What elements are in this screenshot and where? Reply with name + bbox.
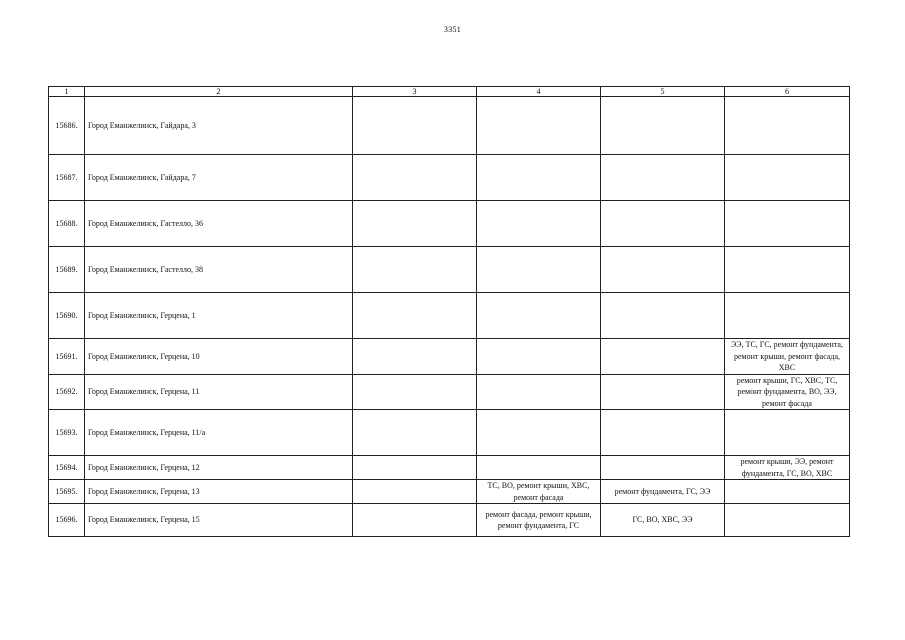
page-number: 3351: [443, 25, 462, 34]
address-cell: Город Еманжелинск, Гайдара, 7: [85, 155, 353, 201]
row-number-cell: 15696.: [49, 504, 85, 537]
column-3-cell: [353, 293, 477, 339]
table-row: [49, 339, 850, 375]
column-3-cell: [353, 97, 477, 155]
column-5-cell: ремонт фундамента, ГС, ЭЭ: [601, 480, 725, 504]
address-cell: Город Еманжелинск, Гастелло, 36: [85, 201, 353, 247]
column-6-cell: [725, 293, 850, 339]
column-header: 2: [85, 87, 353, 97]
table-row: [49, 97, 850, 155]
row-number-cell: 15687.: [49, 155, 85, 201]
column-3-cell: [353, 410, 477, 456]
address-cell: Город Еманжелинск, Герцена, 1: [85, 293, 353, 339]
table-row: [49, 293, 850, 339]
column-4-cell: [477, 97, 601, 155]
address-cell: Город Еманжелинск, Герцена, 11: [85, 374, 353, 410]
row-number-cell: 15689.: [49, 247, 85, 293]
column-5-cell: [601, 293, 725, 339]
column-6-cell: [725, 247, 850, 293]
column-4-cell: ТС, ВО, ремонт крыши, ХВС, ремонт фасада: [477, 480, 601, 504]
address-cell: Город Еманжелинск, Герцена, 13: [85, 480, 353, 504]
row-number-cell: 15688.: [49, 201, 85, 247]
column-5-cell: [601, 247, 725, 293]
column-4-cell: ремонт фасада, ремонт крыши, ремонт фундамента, ГС: [477, 504, 601, 537]
table-row: [49, 201, 850, 247]
column-6-cell: [725, 410, 850, 456]
column-header: 6: [725, 87, 850, 97]
column-3-cell: [353, 504, 477, 537]
table-row: [49, 410, 850, 456]
column-3-cell: [353, 247, 477, 293]
column-5-cell: [601, 456, 725, 480]
column-4-cell: [477, 201, 601, 247]
address-cell: Город Еманжелинск, Герцена, 10: [85, 339, 353, 375]
column-header: 1: [49, 87, 85, 97]
row-number-cell: 15693.: [49, 410, 85, 456]
table-row: [49, 480, 850, 504]
column-3-cell: [353, 456, 477, 480]
address-cell: Город Еманжелинск, Герцена, 15: [85, 504, 353, 537]
column-6-cell: [725, 480, 850, 504]
column-6-cell: [725, 504, 850, 537]
table-row: [49, 456, 850, 480]
column-3-cell: [353, 155, 477, 201]
row-number-cell: 15686.: [49, 97, 85, 155]
column-4-cell: [477, 374, 601, 410]
column-6-cell: [725, 155, 850, 201]
column-3-cell: [353, 374, 477, 410]
column-4-cell: [477, 155, 601, 201]
column-3-cell: [353, 339, 477, 375]
address-cell: Город Еманжелинск, Герцена, 12: [85, 456, 353, 480]
row-number-cell: 15694.: [49, 456, 85, 480]
row-number-cell: 15692.: [49, 374, 85, 410]
column-header: 5: [601, 87, 725, 97]
row-number-cell: 15690.: [49, 293, 85, 339]
table-row: [49, 247, 850, 293]
table-row: [49, 374, 850, 410]
address-cell: Город Еманжелинск, Герцена, 11/а: [85, 410, 353, 456]
column-4-cell: [477, 410, 601, 456]
column-header-row: [49, 87, 850, 97]
row-number-cell: 15695.: [49, 480, 85, 504]
table-row: [49, 155, 850, 201]
column-3-cell: [353, 480, 477, 504]
column-6-cell: [725, 201, 850, 247]
column-5-cell: [601, 374, 725, 410]
housing-repair-table: [48, 86, 850, 537]
column-5-cell: [601, 339, 725, 375]
column-4-cell: [477, 293, 601, 339]
column-5-cell: [601, 410, 725, 456]
column-header: 4: [477, 87, 601, 97]
row-number-cell: 15691.: [49, 339, 85, 375]
column-6-cell: ремонт крыши, ГС, ХВС, ТС, ремонт фундамента, ВО, ЭЭ, ремонт фасада: [725, 374, 850, 410]
column-5-cell: [601, 97, 725, 155]
column-6-cell: [725, 97, 850, 155]
column-6-cell: ЭЭ, ТС, ГС, ремонт фундамента, ремонт крыши, ремонт фасада, ХВС: [725, 339, 850, 375]
address-cell: Город Еманжелинск, Гастелло, 38: [85, 247, 353, 293]
column-6-cell: ремонт крыши, ЭЭ, ремонт фундамента, ГС, ВО, ХВС: [725, 456, 850, 480]
column-3-cell: [353, 201, 477, 247]
address-cell: Город Еманжелинск, Гайдара, 3: [85, 97, 353, 155]
column-5-cell: [601, 155, 725, 201]
column-header: 3: [353, 87, 477, 97]
column-4-cell: [477, 247, 601, 293]
column-4-cell: [477, 339, 601, 375]
column-4-cell: [477, 456, 601, 480]
table-row: [49, 504, 850, 537]
column-5-cell: [601, 201, 725, 247]
column-5-cell: ГС, ВО, ХВС, ЭЭ: [601, 504, 725, 537]
